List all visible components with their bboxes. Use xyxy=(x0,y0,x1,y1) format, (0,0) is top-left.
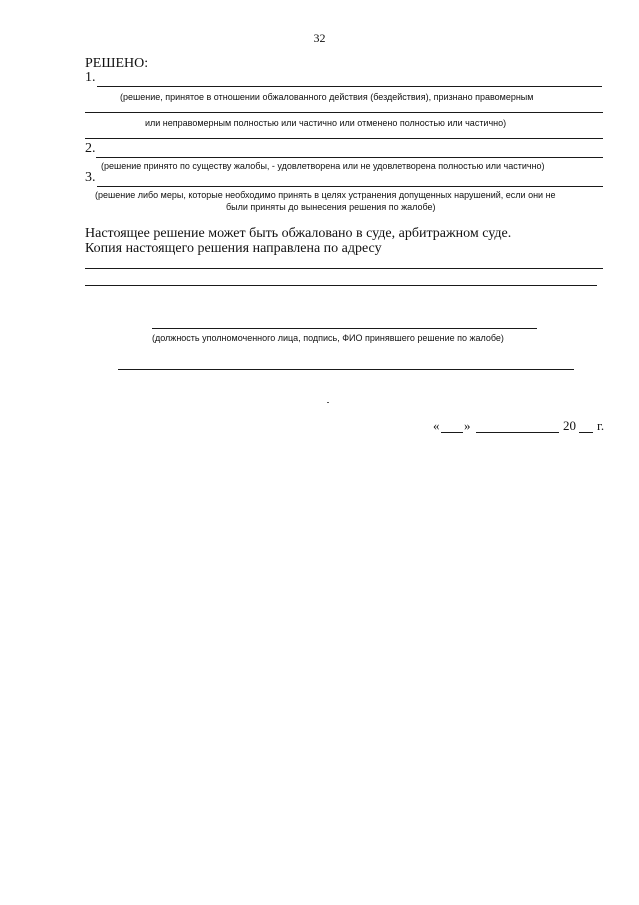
date-day-line xyxy=(441,432,463,433)
signature-line xyxy=(152,328,537,329)
appeal-text: Настоящее решение может быть обжаловано в суде, арбитражном суде. xyxy=(85,226,512,241)
page-number: 32 xyxy=(313,31,326,45)
item-3-number: 3. xyxy=(85,170,96,185)
item-1-note-line-1: (решение, принятое в отношении обжалованного действия (бездействия), признано правомерным xyxy=(120,92,534,102)
date-year-prefix: 20 xyxy=(563,418,576,433)
item-1-fill-line-2 xyxy=(85,112,603,113)
item-1-fill-line-3 xyxy=(85,138,603,139)
decision-heading: РЕШЕНО: xyxy=(85,56,149,71)
item-3-note-line-2: были приняты до вынесения решения по жалобе) xyxy=(226,202,436,212)
item-1-fill-line xyxy=(97,86,602,87)
date-year-suffix: г. xyxy=(597,418,605,433)
item-2-number: 2. xyxy=(85,141,96,156)
address-line-1 xyxy=(85,268,603,269)
item-2-fill-line xyxy=(96,157,603,158)
item-2-note: (решение принято по существу жалобы, - удовлетворена или не удовлетворена полностью или частично) xyxy=(101,161,545,171)
date-close-quote: » xyxy=(464,418,471,433)
signature-note: (должность уполномоченного лица, подпись, ФИО принявшего решение по жалобе) xyxy=(152,333,504,343)
item-1-number: 1. xyxy=(85,70,96,85)
extra-signature-line xyxy=(118,369,574,370)
item-3-note-line-1: (решение либо меры, которые необходимо принять в целях устранения допущенных нарушений, если они не xyxy=(95,190,556,200)
date-year-line xyxy=(579,432,593,433)
item-1-note-line-2: или неправомерным полностью или частично или отменено полностью или частично) xyxy=(145,118,507,128)
date-month-line xyxy=(476,432,559,433)
address-line-2 xyxy=(85,285,597,286)
scan-speck xyxy=(327,402,329,403)
copy-address-text: Копия настоящего решения направлена по адресу xyxy=(85,241,382,256)
item-3-fill-line xyxy=(97,186,603,187)
date-open-quote: « xyxy=(433,418,440,433)
